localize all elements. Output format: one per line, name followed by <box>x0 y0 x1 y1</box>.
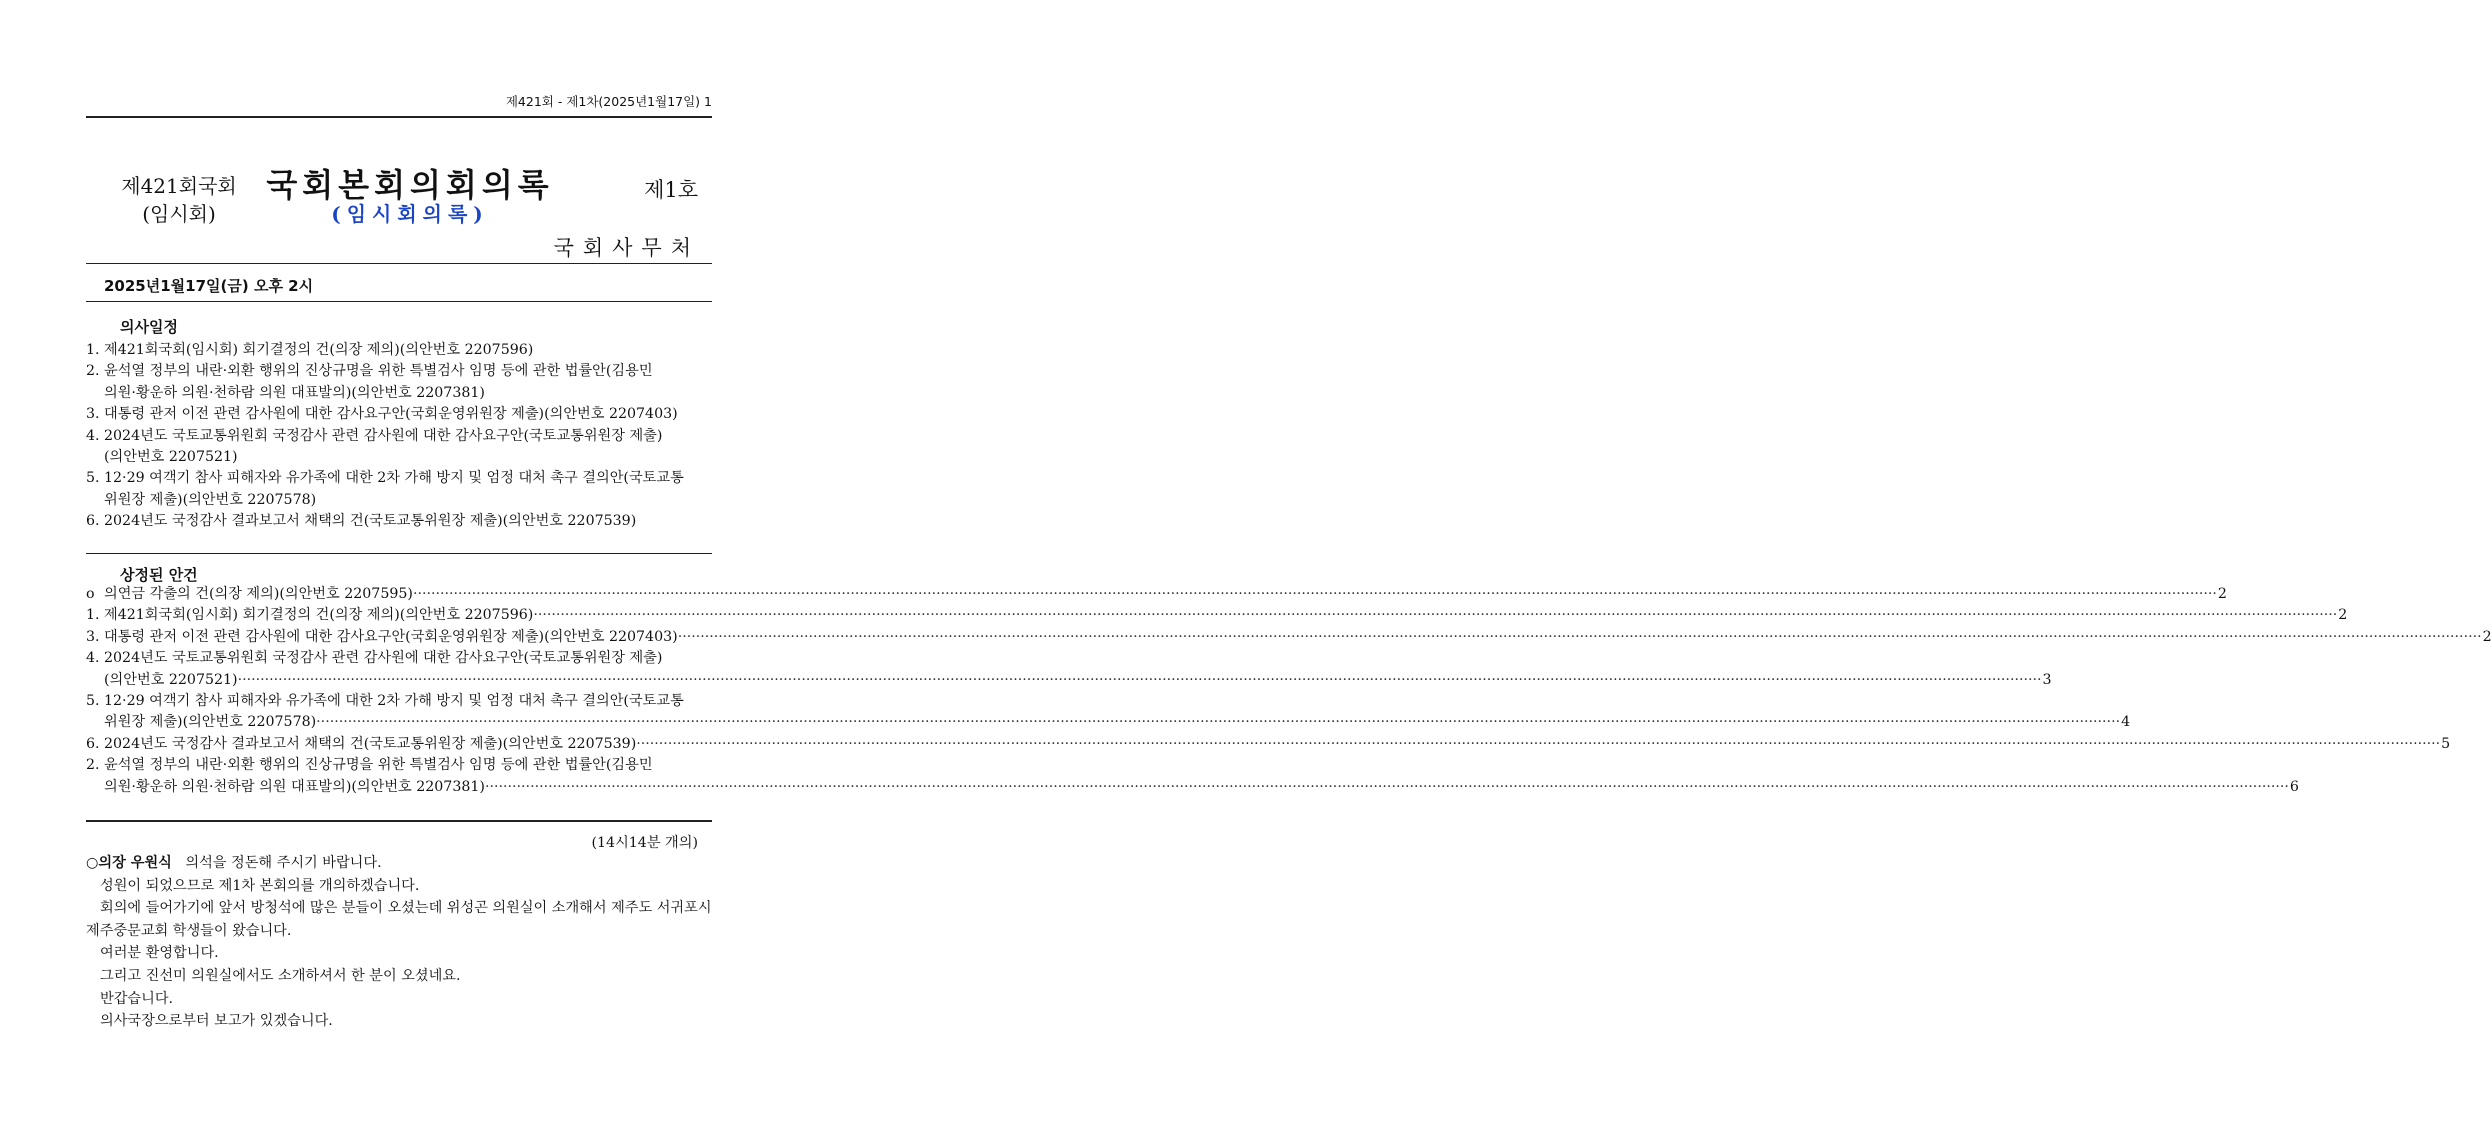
toc-page-number: 3 <box>2042 671 2052 688</box>
toc-item-text: 제421회국회(임시회) 회기결정의 건(의장 제의)(의안번호 2207596) <box>104 607 534 624</box>
agenda-item <box>86 361 712 404</box>
agenda-item-text: 제421회국회(임시회) 회기결정의 건(의장 제의)(의안번호 2207596) <box>104 342 534 358</box>
speech-paragraph: 회의에 들어가기에 앞서 방청석에 많은 분들이 오셨는데 위성곤 의원실이 소개해서 제주도 서귀포시 제주중문교회 학생들이 왔습니다. <box>86 900 712 939</box>
toc-item-number: 6. <box>86 735 100 752</box>
speech-text: 의석을 정돈해 주시기 바랍니다. <box>185 855 382 871</box>
dot-leader: ················································································································································································································································································································································································································ <box>316 714 2121 731</box>
toc-item-number: 5. <box>86 693 100 709</box>
rule-agenda-end <box>86 553 712 554</box>
toc-item <box>86 691 2131 734</box>
toc-item-last-line <box>104 734 2451 755</box>
dot-leader: ················································································································································································································································································································································································································ <box>412 586 2217 602</box>
agenda-item <box>86 426 712 469</box>
session-label <box>104 172 254 228</box>
document-title: 국회본회의회의록 <box>266 166 554 204</box>
toc-item <box>86 734 2451 755</box>
rule-bottom-date <box>86 301 712 302</box>
toc-item <box>86 605 2348 626</box>
agenda-item-number: 4. <box>86 427 100 444</box>
dot-leader: ················································································································································································································································································································································································································ <box>533 607 2338 624</box>
toc-item-text: 12·29 여객기 참사 피해자와 유가족에 대한 2차 가해 방지 및 엄정 대처 촉구 결의안(국토교통 <box>104 693 684 709</box>
toc-item-last-line <box>104 712 2131 733</box>
issuing-office: 국회사무처 <box>553 236 700 260</box>
toc-item-text: 의연금 각출의 건(의장 제의)(의안번호 2207595) <box>104 586 413 602</box>
agenda-item-text: 12·29 여객기 참사 피해자와 유가족에 대한 2차 가해 방지 및 엄정 대처 촉구 결의안(국토교통 <box>104 470 684 487</box>
agenda-item-text: 의원·황운하 의원·천하람 의원 대표발의)(의안번호 2207381) <box>104 384 485 401</box>
toc-item-number: 3. <box>86 628 100 645</box>
minutes-body <box>86 852 716 1033</box>
toc-page-number: 6 <box>2289 778 2299 795</box>
speaker-name: 의장 우원식 <box>98 855 172 871</box>
agenda-item-number: 5. <box>86 470 100 487</box>
toc-item-text: 의원·황운하 의원·천하람 의원 대표발의)(의안번호 2207381) <box>104 778 485 795</box>
agenda-item <box>86 340 712 361</box>
rule-top-date <box>86 263 712 264</box>
agenda-item <box>86 511 712 532</box>
speech-paragraph: 의사국장으로부터 보고가 있겠습니다. <box>100 1013 333 1030</box>
items-on-table-heading: 상정된 안건 <box>120 566 198 584</box>
toc-item <box>86 755 2299 798</box>
toc-item <box>86 627 2492 648</box>
dot-leader: ················································································································································································································································································································································································································ <box>677 628 2482 645</box>
toc-item-last-line <box>104 584 2227 605</box>
toc-item-text: (의안번호 2207521) <box>104 671 238 688</box>
agenda-item-number: 6. <box>86 513 100 530</box>
meeting-opened-time: (14시14분 개의) <box>591 835 698 851</box>
session-number: 제421회국회 <box>121 174 237 198</box>
toc-page-number: 5 <box>2441 735 2451 752</box>
agenda-item-text: 위원장 제출)(의안번호 2207578) <box>104 491 317 508</box>
agenda-item-number: 1. <box>86 342 100 358</box>
rule-toc-end <box>86 820 712 822</box>
toc-page-number: 2 <box>2338 607 2348 624</box>
agenda-item-text: 윤석열 정부의 내란·외환 행위의 진상규명을 위한 특별검사 임명 등에 관한 법률안(김용민 <box>104 363 653 380</box>
agenda-item <box>86 404 712 425</box>
toc-item-number: o <box>86 586 95 602</box>
speech-paragraph: 반갑습니다. <box>100 990 174 1007</box>
agenda-item-number: 3. <box>86 406 100 423</box>
speaker-mark: ○ <box>86 855 99 871</box>
speech-paragraphs <box>86 875 716 1033</box>
speech-paragraph: 그리고 진선미 의원실에서도 소개하셔서 한 분이 오셨네요. <box>100 967 461 984</box>
agenda-item-text: 대통령 관저 이전 관련 감사원에 대한 감사요구안(국회운영위원장 제출)(의안번호 2207403) <box>104 406 678 423</box>
toc-item <box>86 648 2052 691</box>
toc-page-number: 4 <box>2121 714 2131 731</box>
speech-first-line <box>86 852 716 875</box>
agenda-heading: 의사일정 <box>120 318 178 336</box>
meeting-datetime: 2025년1월17일(금) 오후 2시 <box>104 277 314 295</box>
agenda-item-text: 2024년도 국토교통위원회 국정감사 관련 감사원에 대한 감사요구안(국토교통위원장 제출) <box>104 427 663 444</box>
toc-item-number: 4. <box>86 650 100 667</box>
agenda-item-text: (의안번호 2207521) <box>104 448 238 465</box>
agenda-item-text: 2024년도 국정감사 결과보고서 채택의 건(국토교통위원장 제출)(의안번호 2207539) <box>104 513 637 530</box>
toc-page-number: 2 <box>2217 586 2227 602</box>
toc-item-text: 윤석열 정부의 내란·외환 행위의 진상규명을 위한 특별검사 임명 등에 관한 법률안(김용민 <box>104 757 653 774</box>
header-rule <box>86 116 712 118</box>
page-header: 제421회 - 제1차(2025년1월17일) 1 <box>505 94 712 109</box>
toc-item-text: 위원장 제출)(의안번호 2207578) <box>104 714 317 731</box>
session-type: (임시회) <box>142 202 216 226</box>
toc-item-text: 대통령 관저 이전 관련 감사원에 대한 감사요구안(국회운영위원장 제출)(의안번호 2207403) <box>104 628 678 645</box>
toc-item-number: 1. <box>86 607 100 624</box>
toc-item-last-line <box>104 605 2348 626</box>
toc-page-number: 2 <box>2482 628 2492 645</box>
dot-leader: ················································································································································································································································································································································································································ <box>636 735 2441 752</box>
document-subtitle: (임시회의록) <box>331 202 489 226</box>
toc-item-text: 2024년도 국정감사 결과보고서 채택의 건(국토교통위원장 제출)(의안번호 2207539) <box>104 735 637 752</box>
agenda-item <box>86 468 712 511</box>
toc-item-last-line <box>104 627 2492 648</box>
toc-item-number: 2. <box>86 757 100 774</box>
issue-number: 제1호 <box>644 178 698 202</box>
speech-paragraph: 성원이 되었으므로 제1차 본회의를 개의하겠습니다. <box>100 877 420 894</box>
dot-leader: ················································································································································································································································································································································································································ <box>484 778 2289 795</box>
agenda-item-number: 2. <box>86 363 100 380</box>
toc-item <box>86 584 2227 605</box>
toc-item-last-line <box>104 777 2299 798</box>
dot-leader: ················································································································································································································································································································································································································ <box>237 671 2042 688</box>
toc-item-last-line <box>104 670 2052 691</box>
toc-item-text: 2024년도 국토교통위원회 국정감사 관련 감사원에 대한 감사요구안(국토교통위원장 제출) <box>104 650 663 667</box>
speech-paragraph: 여러분 환영합니다. <box>100 945 219 962</box>
